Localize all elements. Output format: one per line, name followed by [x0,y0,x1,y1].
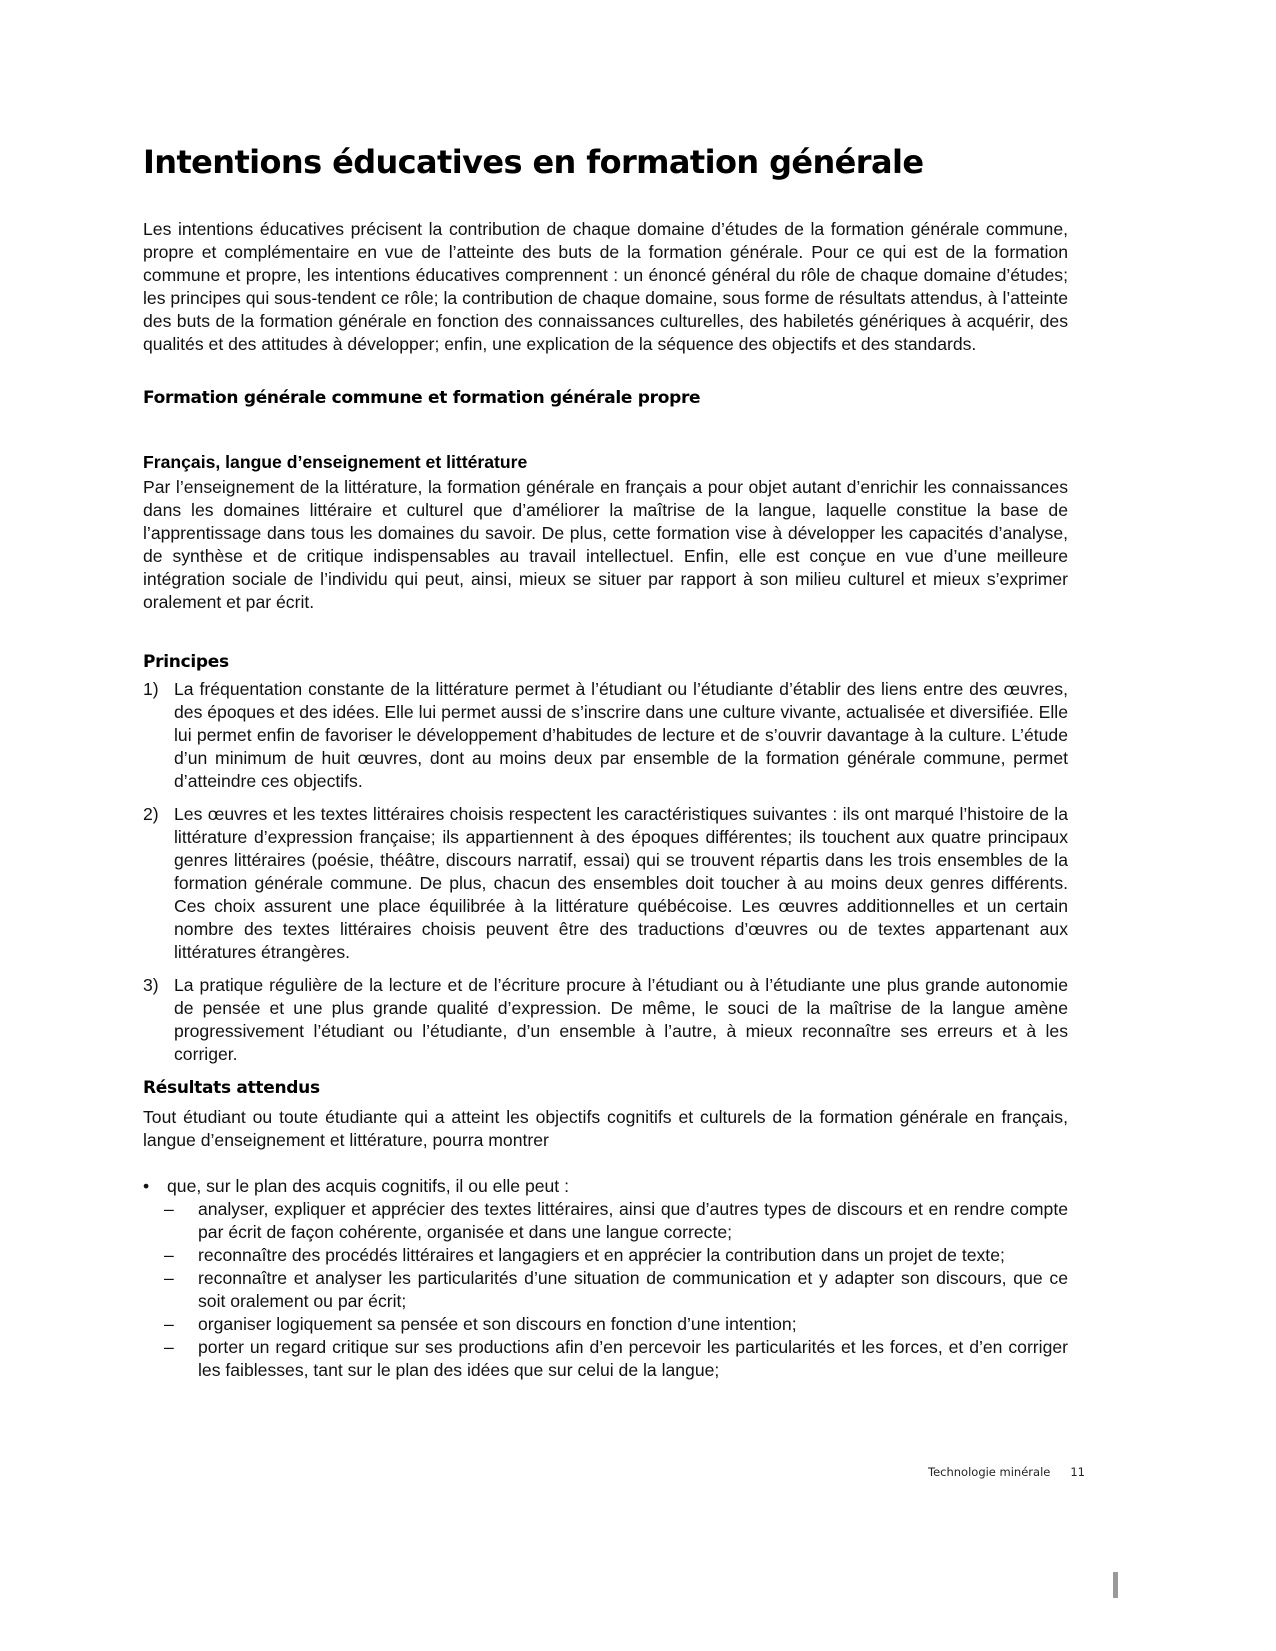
dash-item [143,1244,1068,1267]
dash-list [143,1198,1068,1382]
dash-icon: – [164,1337,174,1357]
subsection-heading: Français, langue d’enseignement et littérature [143,452,528,472]
results-bullet-block [143,1175,1068,1382]
dash-icon: – [164,1314,174,1334]
dash-text: reconnaître des procédés littéraires et langagiers et en apprécier la contribution dans un projet de texte; [198,1245,1005,1265]
principles-list [143,678,1068,1066]
dash-text: reconnaître et analyser les particularités d’une situation de communication et y adapter son discours, que ce soit oralement ou par écrit; [198,1268,1068,1311]
principle-text: La fréquentation constante de la littérature permet à l’étudiant ou l’étudiante d’établir des liens entre des œuvres, des époques et des idées. Elle lui permet aussi de s’inscrire dans une culture vivante, actualisée et diversifiée. Elle lui permet enfin de favoriser le développement d’habitudes de lecture et de s’ouvrir davantage à la culture. L’étude d’un minimum de huit œuvres, dont au moins deux par ensemble de la formation générale commune, permet d’atteindre ces objectifs. [174,679,1068,791]
principle-text: La pratique régulière de la lecture et de l’écriture procure à l’étudiant ou à l’étudiante une plus grande autonomie de pensée et une plus grande qualité d’expression. De même, le souci de la maîtrise de la langue amène progressivement l’étudiant ou l’étudiante, d’un ensemble à l’autre, à mieux reconnaître ses erreurs et à les corriger. [174,975,1068,1064]
page-title: Intentions éducatives en formation générale [143,143,924,181]
principle-item [143,974,1068,1066]
page-number: 11 [1070,1465,1085,1479]
dash-icon: – [164,1245,174,1265]
document-page [143,140,1068,1382]
dash-item [143,1313,1068,1336]
dash-text: porter un regard critique sur ses productions afin d’en percevoir les particularités et les forces, et d’en corriger les faiblesses, tant sur le plan des idées que sur celui de la langue; [198,1337,1068,1380]
dash-item [143,1336,1068,1382]
principle-text: Les œuvres et les textes littéraires choisis respectent les caractéristiques suivantes : ils ont marqué l’histoire de la littérature d’expression française; ils appartiennent à des époques différentes; ils touchent aux quatre principaux genres littéraires (poésie, théâtre, discours narratif, essai) qui se trouvent répartis dans les trois ensembles de la formation générale commune. De plus, chacun des ensembles doit toucher à au moins deux genres différents. Ces choix assurent une place équilibrée à la littérature québécoise. Les œuvres additionnelles et un certain nombre des textes littéraires choisis peuvent être des traductions d’œuvres ou de textes appartenant aux littératures étrangères. [174,804,1068,962]
results-intro: Tout étudiant ou toute étudiante qui a atteint les objectifs cognitifs et culturels de la formation générale en français, langue d’enseignement et littérature, pourra montrer [143,1107,1068,1150]
bullet-item [143,1175,1068,1198]
subsection-paragraph: Par l’enseignement de la littérature, la formation générale en français a pour objet autant d’enrichir les connaissances dans les domaines littéraire et culturel que d’améliorer la maîtrise de la langue, laquelle constitue la base de l’apprentissage dans tous les domaines du savoir. De plus, cette formation vise à développer les capacités d’analyse, de synthèse et de critique indispensables au travail intellectuel. Enfin, elle est conçue en vue d’une meilleure intégration sociale de l’individu qui peut, ainsi, mieux se situer par rapport à son milieu culturel et mieux s’exprimer oralement et par écrit. [143,477,1068,612]
intro-paragraph: Les intentions éducatives précisent la contribution de chaque domaine d’études de la formation générale commune, propre et complémentaire en vue de l’atteinte des buts de la formation générale. Pour ce qui est de la formation commune et propre, les intentions éducatives comprennent : un énoncé général du rôle de chaque domaine d’études; les principes qui sous-tendent ce rôle; la contribution de chaque domaine, sous forme de résultats attendus, à l’atteinte des buts de la formation générale en fonction des connaissances culturelles, des habiletés génériques à acquérir, des qualités et des attitudes à développer; enfin, une explication de la séquence des objectifs et des standards. [143,219,1068,354]
principle-number: 3) [143,975,159,995]
section-heading: Formation générale commune et formation générale propre [143,388,701,408]
bullet-icon: • [143,1176,150,1196]
bullet-text: que, sur le plan des acquis cognitifs, il ou elle peut : [167,1176,569,1196]
principle-number: 1) [143,679,159,699]
dash-text: organiser logiquement sa pensée et son discours en fonction d’une intention; [198,1314,797,1334]
principle-item [143,803,1068,964]
dash-icon: – [164,1268,174,1288]
page-footer [928,1465,1085,1479]
dash-item [143,1267,1068,1313]
results-heading: Résultats attendus [143,1078,320,1098]
principle-item [143,678,1068,793]
dash-text: analyser, expliquer et apprécier des textes littéraires, ainsi que d’autres types de discours et en rendre compte par écrit de façon cohérente, organisée et dans une langue correcte; [198,1199,1068,1242]
footer-bar-decoration [1113,1572,1118,1598]
footer-label: Technologie minérale [928,1465,1051,1479]
dash-item [143,1198,1068,1244]
principle-number: 2) [143,804,159,824]
principles-heading: Principes [143,652,229,672]
dash-icon: – [164,1199,174,1219]
